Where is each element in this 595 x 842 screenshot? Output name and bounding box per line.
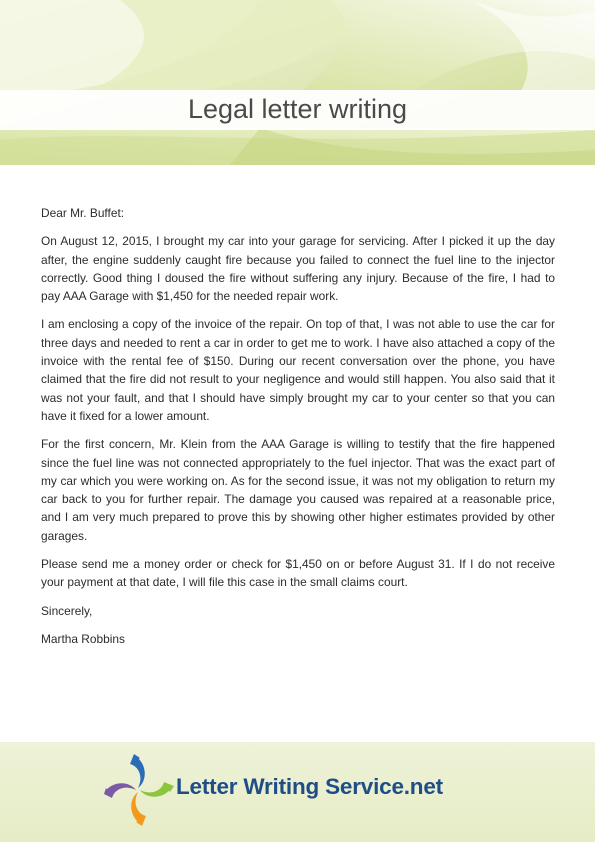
paragraph-2: I am enclosing a copy of the invoice of the repair. On top of that, I was not able to use the car for three days and needed to rent a car in order to get me to work. I have also attached a copy of the invoice with the rental fee of $150. During our recent conversation over the phone, you have claimed that the fire did not result to your negligence and would still happen. You also said that it was not your fault, and that I should have simply brought my car to your center so that you can have it fixed for a lower amount. [41,317,555,423]
paragraph-1: On August 12, 2015, I brought my car into your garage for servicing. After I picked it up the day after, the engine suddenly caught fire because you failed to connect the fuel line to the injector correctly. Good thing I doused the fire without suffering any injury. Because of the fire, I had to pay AAA Garage with $1,450 for the needed repair work. [41,234,555,304]
letter-body [41,204,555,658]
paragraph-3: For the first concern, Mr. Klein from the AAA Garage is willing to testify that the fire happened since the fuel line was not connected appropriately to the fuel injector. That was the exact part of my car which you were working on. As for the second issue, it was not my obligation to return my car back to you for further repair. The damage you caused was repaired at a reasonable price, and I am very much prepared to prove this by showing other higher estimates provided by other garages. [41,437,555,543]
brand-name: Letter Writing Service.net [176,774,443,799]
four-arrow-swirl-logo-icon [104,754,174,826]
signature: Martha Robbins [41,631,125,646]
salutation: Dear Mr. Buffet: [41,206,125,220]
closing: Sincerely, [41,603,93,618]
paragraph-4: Please send me a money order or check for $1,450 on or before August 31. If I do not receive your payment at that date, I will file this case in the small claims court. [41,557,555,590]
header-banner [0,0,595,165]
page-title: Legal letter writing [187,94,408,124]
decorative-wave-graphic [0,0,595,165]
footer-logo [104,754,484,826]
